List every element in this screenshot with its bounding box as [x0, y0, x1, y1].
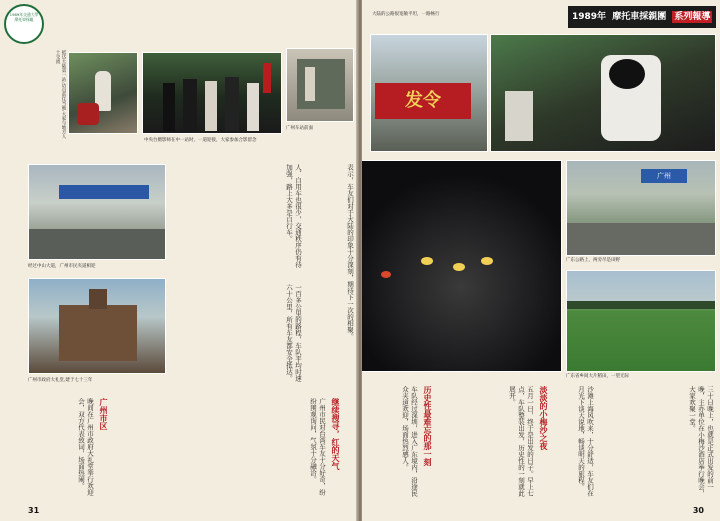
caption-right-mid-1: 广东公路上，两旁尽是田野 [566, 258, 620, 263]
text-column-7: 广州市民对台湾车友十分好奇，纷纷围观询问，气氛十分融洽。 [309, 398, 326, 496]
text-column-1: 三十日晚上，也就是正式出发的前一晚，主办单位在小梅沙酒店举行晚会，大家欢聚一堂。 [688, 386, 714, 497]
event-badge-logo [4, 4, 44, 44]
photo-welcome-ceremony [142, 52, 282, 134]
heading-xiaomeisha-night: 淡淡的小梅沙之夜 [539, 386, 548, 450]
caption-left-mid-1: 经过中山大道，广州市民夹道相迎 [28, 264, 96, 269]
badge-line-2: 摩托車採親 [14, 17, 34, 22]
text-column-4: 车队经过深圳，进入广东境内，沿途民众夹道欢迎，场面热烈感人。 [401, 386, 418, 497]
text-column-10: 一百多公里的路程，车队平均时速六十公里，所有车友都安全抵达。 [285, 284, 302, 382]
heading-search: 继续搜寻，红的天气 [331, 398, 340, 470]
caption-right-bottom-1: 广东省乡间大片稻田，一望无际 [566, 374, 629, 379]
photo-night-riders [362, 160, 562, 372]
photo-red-banner [370, 34, 488, 152]
photo-city-hall [28, 278, 166, 374]
caption-left-top-2: 中央台摄影师在中一站时，一道迎接，大家参加合影留念 [144, 138, 257, 143]
caption-left-top-3: 广州车站前面 [286, 126, 313, 131]
caption-right-top-1: 大陆的公路很宽敞平坦，一路畅行 [372, 12, 440, 17]
page-number-right: 30 [692, 506, 704, 515]
heading-historic-moment: 历史性最难忘的那一刻 [423, 386, 432, 466]
caption-left-top-1: 抵达大陆第一站,访员前往当地,大家与地方人士交流 [55, 50, 66, 139]
right-page [362, 0, 720, 521]
banner-sign: 发令 [375, 83, 471, 119]
badge-line-1: 1989年交通大學 [9, 12, 39, 17]
photo-rider-closeup [490, 34, 716, 152]
text-column-8: 晚间在广州市政府大礼堂举行欢迎会，双方代表致词，场面热闹。 [77, 398, 94, 496]
text-column-11: 表示，车友们对于大陆的印象十分深刻，期待下一次的相聚。 [346, 164, 354, 340]
header-banner [568, 6, 716, 28]
left-page [0, 0, 358, 521]
header-year: 1989年 [572, 12, 607, 22]
text-column-9: 人、自用车也很少，交通秩序仍有待加强，路上大多是自行车。 [285, 164, 302, 268]
header-series: 系列報導 [674, 12, 711, 22]
photo-station [286, 48, 354, 122]
road-sign: 广州 [641, 169, 687, 183]
caption-left-bottom-1: 广州市政府大礼堂,建于七十三年 [28, 378, 93, 383]
header-title: 摩托車採親團 [612, 12, 667, 22]
text-column-3: 五月一日，终于是出发的日子。早上七点，车队整装出发，历史性的一刻就此展开。 [508, 386, 534, 497]
photo-highway-guangzhou [566, 160, 716, 256]
page-number-left: 31 [28, 506, 40, 515]
text-column-2: 沙滩上海风吹来，十分舒适，车友们在月光下谈天说地，畅谈明天的旅程。 [577, 386, 594, 497]
photo-motorcyclists [68, 52, 138, 134]
photo-rice-field [566, 270, 716, 372]
heading-guangzhou-city: 广州市区 [99, 398, 108, 430]
photo-city-road-signs [28, 164, 166, 260]
